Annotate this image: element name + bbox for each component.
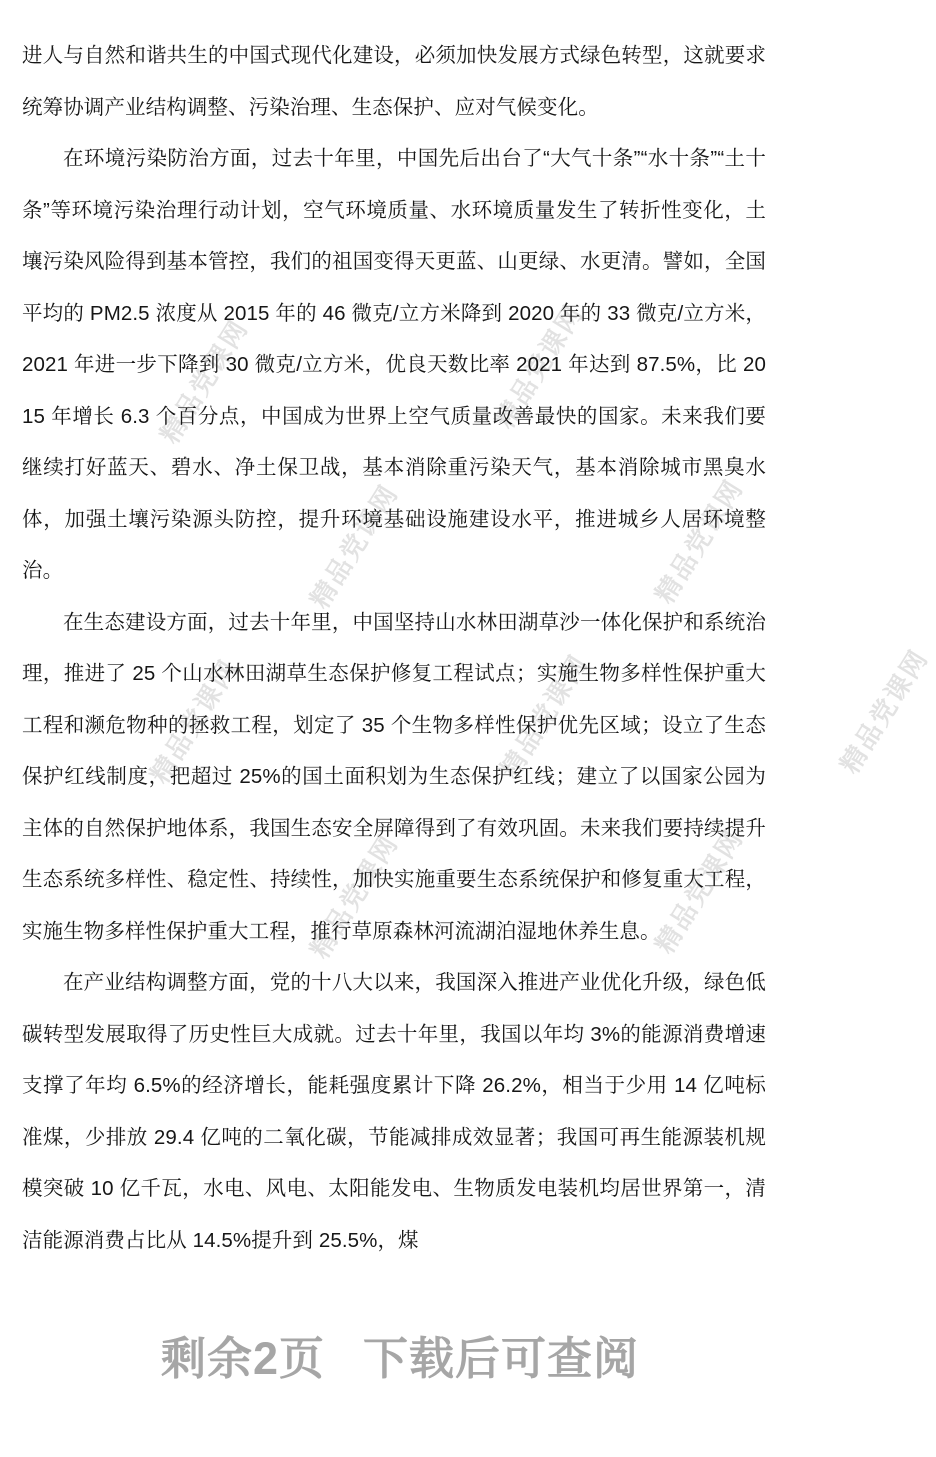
watermark-text: 精品党课网 — [304, 478, 404, 614]
watermark-text: 精品党课网 — [144, 653, 244, 789]
watermark-text: 精品党课网 — [649, 823, 749, 959]
watermark-text: 精品党课网 — [834, 643, 934, 779]
download-hint-label[interactable]: 下载后可查阅 — [363, 1332, 640, 1384]
watermark-text: 精品党课网 — [489, 298, 589, 434]
paragraph: 在生态建设方面，过去十年里，中国坚持山水林田湖草沙一体化保护和系统治理，推进了 25 个山水林田湖草生态保护修复工程试点；实施生物多样性保护重大工程和濒危物种的拯救工程，划定了 35 个生物多样性保护优先区域；设立了生态保护红线制度，把超过 25%的国土面积划为生态保护红线；建立了以国家公园为主体的自然保护地体系，我国生态安全屏障得到了有效巩固。未来我们要持续提升生态系统多样性、稳定性、持续性，加快实施重要生态系统保护和修复重大工程，实施生物多样性保护重大工程，推行草原森林河流湖泊湿地休养生息。 — [22, 610, 766, 943]
remaining-pages-banner — [0, 1318, 800, 1398]
paragraph: 进人与自然和谐共生的中国式现代化建设，必须加快发展方式绿色转型，这就要求统筹协调产业结构调整、污染治理、生态保护、应对气候变化。 — [22, 44, 766, 119]
paragraph: 在产业结构调整方面，党的十八大以来，我国深入推进产业优化升级，绿色低碳转型发展取得了历史性巨大成就。过去十年里，我国以年均 3%的能源消费增速支撑了年均 6.5%的经济增长，能耗强度累计下降 26.2%，相当于少用 14 亿吨标准煤，少排放 29.4 亿吨的二氧化碳，节能减排成效显著；我国可再生能源装机规模突破 10 亿千瓦，水电、风电、太阳能发电、生物质发电装机均居世界第一，清洁能源消费占比从 14.5%提升到 25.5%，煤 — [22, 971, 766, 1252]
watermark-text: 精品党课网 — [154, 313, 254, 449]
watermark-text: 精品党课网 — [494, 648, 594, 784]
paragraph: 在环境污染防治方面，过去十年里，中国先后出台了“大气十条”“水十条”“土十条”等环境污染治理行动计划，空气环境质量、水环境质量发生了转折性变化，土壤污染风险得到基本管控，我们的祖国变得天更蓝、山更绿、水更清。譬如，全国平均的 PM2.5 浓度从 2015 年的 46 微克/立方米降到 2020 年的 33 微克/立方米，2021 年进一步下降到 30 微克/立方米，优良天数比率 2021 年达到 87.5%，比 2015 年增长 6.3 个百分点，中国成为世界上空气质量改善最快的国家。未来我们要继续打好蓝天、碧水、净土保卫战，基本消除重污染天气，基本消除城市黑臭水体，加强土壤污染源头防控，提升环境基础设施建设水平，推进城乡人居环境整治。 — [22, 147, 766, 582]
watermark-text: 精品党课网 — [304, 828, 404, 964]
remaining-pages-label: 剩余2页 — [160, 1332, 325, 1384]
watermark-text: 精品党课网 — [649, 473, 749, 609]
